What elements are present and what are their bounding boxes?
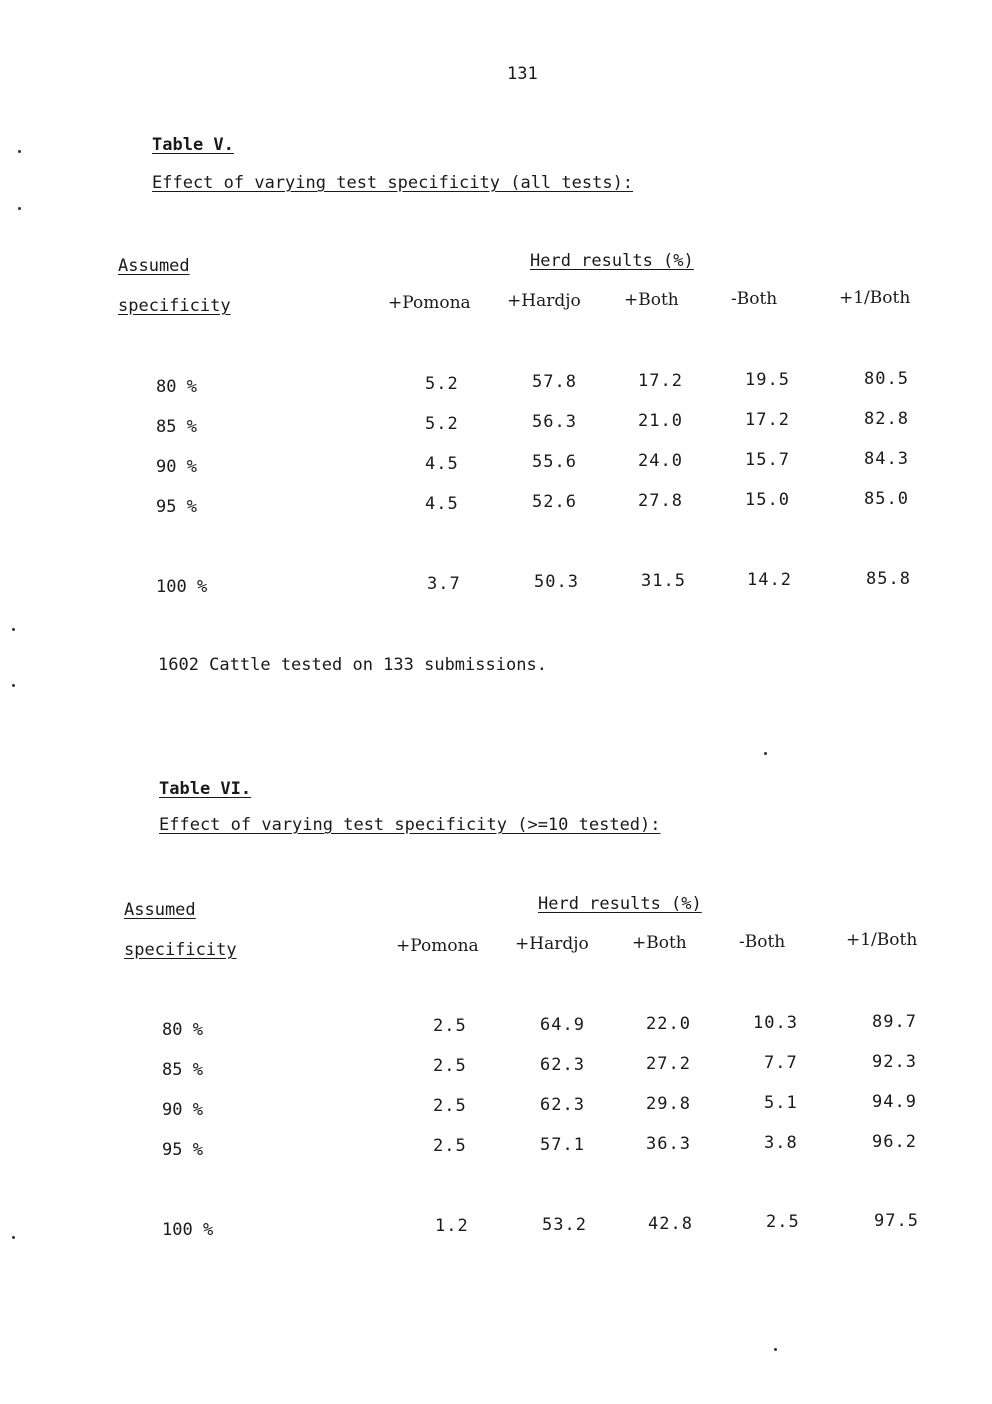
table-v-cell: 15.7 — [745, 450, 790, 470]
table-vi-header-specificity: specificity — [124, 940, 237, 960]
table-vi-cell: 2.5 — [433, 1016, 467, 1036]
table-v-cell: 21.0 — [638, 411, 683, 431]
table-v-cell: 84.3 — [864, 449, 909, 469]
table-vi-header-assumed: Assumed — [124, 900, 196, 920]
table-vi-cell: 97.5 — [874, 1211, 919, 1231]
table-vi-cell: 94.9 — [872, 1092, 917, 1112]
table-v-cell: 31.5 — [641, 571, 686, 591]
table-v-cell: 85.0 — [864, 489, 909, 509]
table-v-cell: 5.2 — [425, 414, 459, 434]
table-vi-cell: 2.5 — [433, 1136, 467, 1156]
table-vi-cell: 62.3 — [540, 1055, 585, 1075]
table-v-col-both-pos: +Both — [624, 290, 679, 310]
table-v-cell: 19.5 — [745, 370, 790, 390]
table-vi-row-spec: 95 % — [162, 1140, 203, 1160]
table-v-cell: 5.2 — [425, 374, 459, 394]
table-v-cell: 17.2 — [638, 371, 683, 391]
scan-speck — [18, 150, 21, 153]
table-v-cell: 50.3 — [534, 572, 579, 592]
scan-speck — [18, 207, 21, 210]
table-v-cell: 85.8 — [866, 569, 911, 589]
table-vi-cell: 53.2 — [542, 1215, 587, 1235]
table-v-cell: 14.2 — [747, 570, 792, 590]
table-v-row-spec: 80 % — [156, 377, 197, 397]
table-vi-row-spec: 80 % — [162, 1020, 203, 1040]
table-vi-col-pomona: +Pomona — [396, 936, 479, 956]
table-vi-cell: 2.5 — [433, 1096, 467, 1116]
table-vi-cell: 29.8 — [646, 1094, 691, 1114]
table-v-col-one-both: +1/Both — [839, 288, 911, 308]
table-vi-cell: 22.0 — [646, 1014, 691, 1034]
scan-speck — [764, 752, 767, 755]
scan-speck — [12, 1236, 15, 1239]
table-vi-row-spec: 100 % — [162, 1220, 214, 1240]
table-v-row-spec: 90 % — [156, 457, 197, 477]
table-vi-cell: 96.2 — [872, 1132, 917, 1152]
table-vi-cell: 36.3 — [646, 1134, 691, 1154]
table-vi-cell: 89.7 — [872, 1012, 917, 1032]
table-vi-col-hardjo: +Hardjo — [515, 934, 589, 954]
table-vi-cell: 27.2 — [646, 1054, 691, 1074]
table-vi-cell: 62.3 — [540, 1095, 585, 1115]
page-number: 131 — [507, 64, 538, 84]
table-vi-col-one-both: +1/Both — [846, 930, 918, 950]
scan-speck — [12, 684, 15, 687]
table-vi-col-both-pos: +Both — [632, 933, 687, 953]
table-v-cell: 4.5 — [425, 494, 459, 514]
table-v-note: 1602 Cattle tested on 133 submissions. — [158, 655, 547, 675]
table-v-cell: 15.0 — [745, 490, 790, 510]
scan-speck — [12, 628, 15, 631]
table-v-header-assumed: Assumed — [118, 256, 190, 276]
table-v-caption: Effect of varying test specificity (all tests): — [152, 173, 634, 193]
table-vi-cell: 5.1 — [764, 1093, 798, 1113]
table-v-col-pomona: +Pomona — [388, 293, 471, 313]
table-vi-row-spec: 85 % — [162, 1060, 203, 1080]
table-vi-cell: 2.5 — [433, 1056, 467, 1076]
table-v-cell: 4.5 — [425, 454, 459, 474]
table-vi-header-herd-results: Herd results (%) — [538, 894, 702, 914]
table-vi-title: Table VI. — [159, 779, 252, 799]
table-vi-cell: 1.2 — [435, 1216, 469, 1236]
table-vi-cell: 7.7 — [764, 1053, 798, 1073]
table-v-cell: 82.8 — [864, 409, 909, 429]
table-v-cell: 57.8 — [532, 372, 577, 392]
table-vi-cell: 57.1 — [540, 1135, 585, 1155]
table-v-header-specificity: specificity — [118, 296, 231, 316]
table-vi-row-spec: 90 % — [162, 1100, 203, 1120]
table-vi-cell: 42.8 — [648, 1214, 693, 1234]
table-vi-cell: 10.3 — [753, 1013, 798, 1033]
table-v-cell: 3.7 — [427, 574, 461, 594]
table-v-cell: 27.8 — [638, 491, 683, 511]
table-v-cell: 52.6 — [532, 492, 577, 512]
table-vi-cell: 92.3 — [872, 1052, 917, 1072]
table-v-col-hardjo: +Hardjo — [507, 291, 581, 311]
table-v-row-spec: 95 % — [156, 497, 197, 517]
table-v-title: Table V. — [152, 135, 234, 155]
table-vi-caption: Effect of varying test specificity (>=10 tested): — [159, 815, 661, 835]
table-v-cell: 55.6 — [532, 452, 577, 472]
scan-speck — [774, 1348, 777, 1351]
table-v-header-herd-results: Herd results (%) — [530, 251, 694, 271]
table-v-row-spec: 85 % — [156, 417, 197, 437]
table-vi-cell: 2.5 — [766, 1212, 800, 1232]
table-v-cell: 24.0 — [638, 451, 683, 471]
table-v-cell: 17.2 — [745, 410, 790, 430]
table-vi-col-both-neg: -Both — [739, 932, 786, 952]
table-v-cell: 56.3 — [532, 412, 577, 432]
table-vi-cell: 64.9 — [540, 1015, 585, 1035]
table-vi-cell: 3.8 — [764, 1133, 798, 1153]
table-v-col-both-neg: -Both — [731, 289, 778, 309]
table-v-row-spec: 100 % — [156, 577, 208, 597]
table-v-cell: 80.5 — [864, 369, 909, 389]
